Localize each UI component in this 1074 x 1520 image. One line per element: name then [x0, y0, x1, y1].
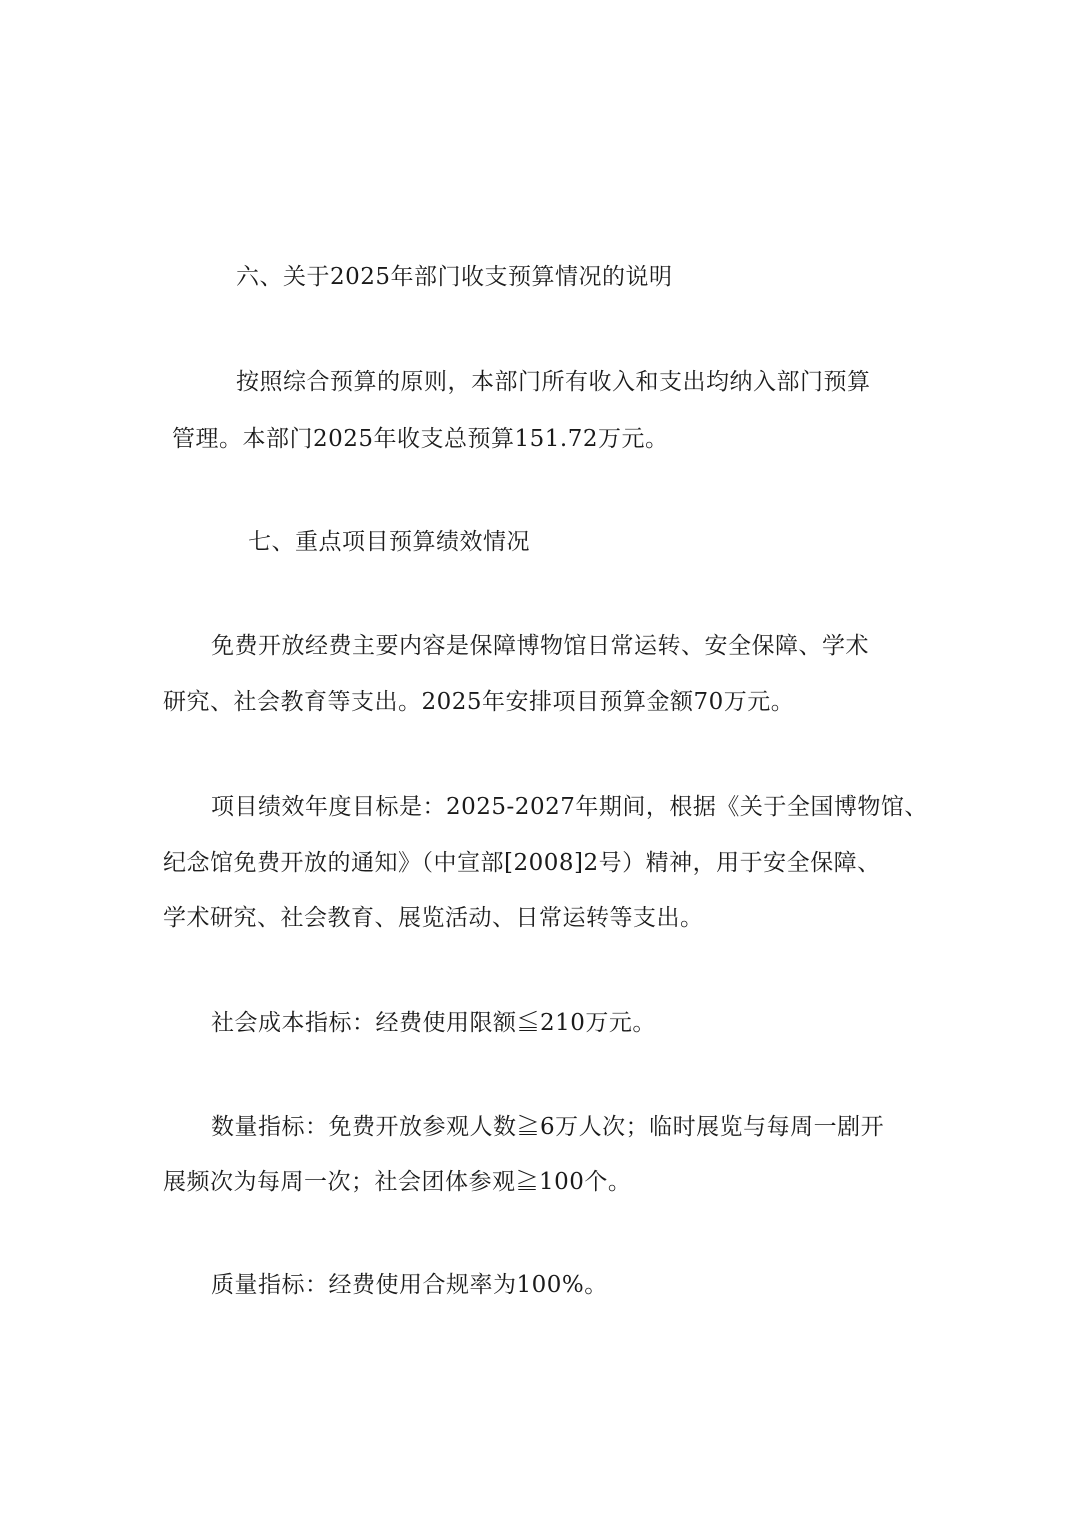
paragraph-line: 展频次为每周一次；社会团体参观≧100个。	[163, 1169, 632, 1195]
paragraph-line: 免费开放经费主要内容是保障博物馆日常运转、安全保障、学术	[211, 633, 869, 659]
paragraph-line: 学术研究、社会教育、展览活动、日常运转等支出。	[163, 905, 704, 931]
paragraph-line: 管理。本部门2025年收支总预算151.72万元。	[172, 426, 669, 452]
paragraph-line: 数量指标：免费开放参观人数≧6万人次；临时展览与每周一剧开	[211, 1114, 885, 1140]
paragraph-line: 按照综合预算的原则，本部门所有收入和支出均纳入部门预算	[236, 369, 871, 395]
section-heading-6: 六、关于2025年部门收支预算情况的说明	[236, 264, 673, 290]
paragraph-line: 纪念馆免费开放的通知》（中宣部[2008]2号）精神，用于安全保障、	[163, 850, 881, 876]
paragraph-line: 项目绩效年度目标是：2025-2027年期间，根据《关于全国博物馆、	[211, 794, 928, 820]
section-heading-7: 七、重点项目预算绩效情况	[248, 529, 530, 555]
paragraph-line: 社会成本指标：经费使用限额≦210万元。	[211, 1010, 656, 1036]
paragraph-line: 质量指标：经费使用合规率为100%。	[211, 1272, 608, 1298]
paragraph-line: 研究、社会教育等支出。2025年安排项目预算金额70万元。	[163, 689, 795, 715]
